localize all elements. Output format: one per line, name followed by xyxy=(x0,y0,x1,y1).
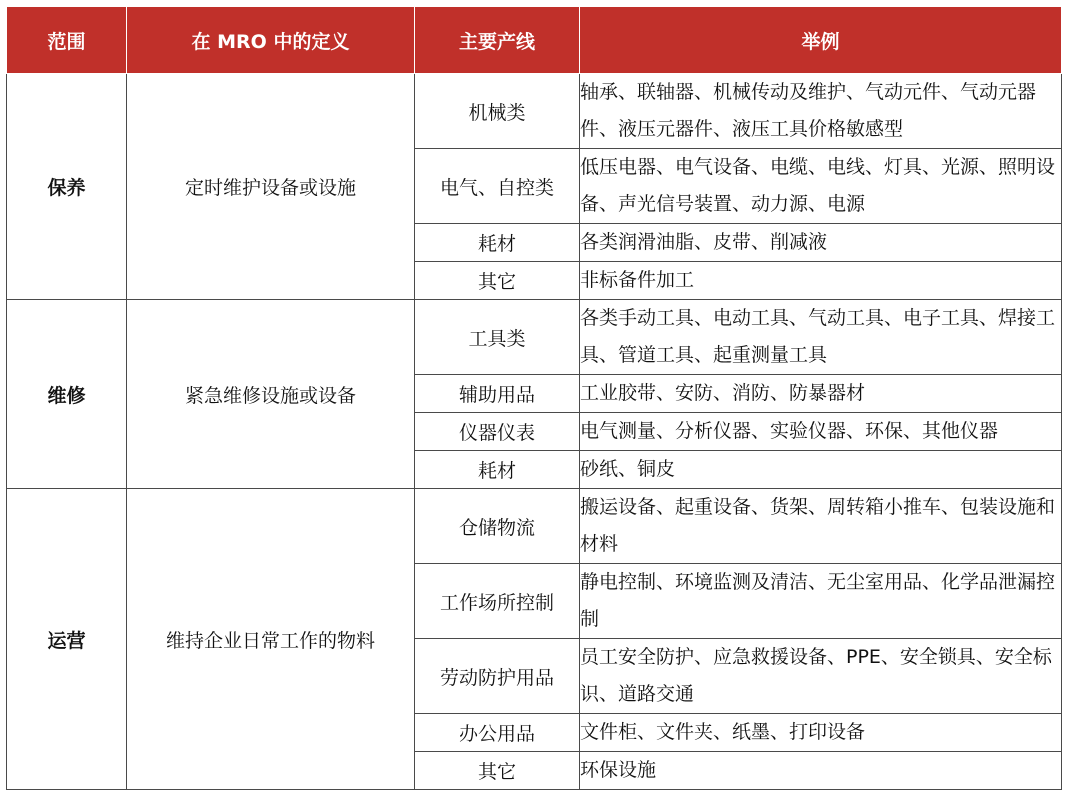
table-row xyxy=(7,300,1062,375)
header-product-line: 主要产线 xyxy=(415,7,580,74)
scope-cell: 运营 xyxy=(7,489,127,790)
examples-cell: 环保设施 xyxy=(580,752,1062,790)
header-row xyxy=(7,7,1062,74)
header-examples: 举例 xyxy=(580,7,1062,74)
examples-cell: 非标备件加工 xyxy=(580,262,1062,300)
examples-cell: 工业胶带、安防、消防、防暴器材 xyxy=(580,375,1062,413)
header-scope: 范围 xyxy=(7,7,127,74)
product-line-cell: 耗材 xyxy=(415,224,580,262)
examples-cell: 文件柜、文件夹、纸墨、打印设备 xyxy=(580,714,1062,752)
product-line-cell: 仓储物流 xyxy=(415,489,580,564)
product-line-cell: 工具类 xyxy=(415,300,580,375)
table-row xyxy=(7,74,1062,149)
examples-cell: 各类手动工具、电动工具、气动工具、电子工具、焊接工具、管道工具、起重测量工具 xyxy=(580,300,1062,375)
examples-cell: 员工安全防护、应急救援设备、PPE、安全锁具、安全标识、道路交通 xyxy=(580,639,1062,714)
definition-cell: 定时维护设备或设施 xyxy=(127,74,415,300)
product-line-cell: 劳动防护用品 xyxy=(415,639,580,714)
scope-cell: 维修 xyxy=(7,300,127,489)
product-line-cell: 仪器仪表 xyxy=(415,413,580,451)
definition-cell: 维持企业日常工作的物料 xyxy=(127,489,415,790)
examples-cell: 搬运设备、起重设备、货架、周转箱小推车、包装设施和材料 xyxy=(580,489,1062,564)
product-line-cell: 辅助用品 xyxy=(415,375,580,413)
product-line-cell: 耗材 xyxy=(415,451,580,489)
header-definition: 在 MRO 中的定义 xyxy=(127,7,415,74)
examples-cell: 静电控制、环境监测及清洁、无尘室用品、化学品泄漏控制 xyxy=(580,564,1062,639)
examples-cell: 电气测量、分析仪器、实验仪器、环保、其他仪器 xyxy=(580,413,1062,451)
product-line-cell: 办公用品 xyxy=(415,714,580,752)
definition-cell: 紧急维修设施或设备 xyxy=(127,300,415,489)
examples-cell: 砂纸、铜皮 xyxy=(580,451,1062,489)
product-line-cell: 其它 xyxy=(415,752,580,790)
table-row xyxy=(7,489,1062,564)
product-line-cell: 工作场所控制 xyxy=(415,564,580,639)
product-line-cell: 机械类 xyxy=(415,74,580,149)
product-line-cell: 电气、自控类 xyxy=(415,149,580,224)
mro-table xyxy=(6,6,1062,790)
examples-cell: 低压电器、电气设备、电缆、电线、灯具、光源、照明设备、声光信号装置、动力源、电源 xyxy=(580,149,1062,224)
examples-cell: 各类润滑油脂、皮带、削减液 xyxy=(580,224,1062,262)
product-line-cell: 其它 xyxy=(415,262,580,300)
scope-cell: 保养 xyxy=(7,74,127,300)
examples-cell: 轴承、联轴器、机械传动及维护、气动元件、气动元器件、液压元器件、液压工具价格敏感型 xyxy=(580,74,1062,149)
